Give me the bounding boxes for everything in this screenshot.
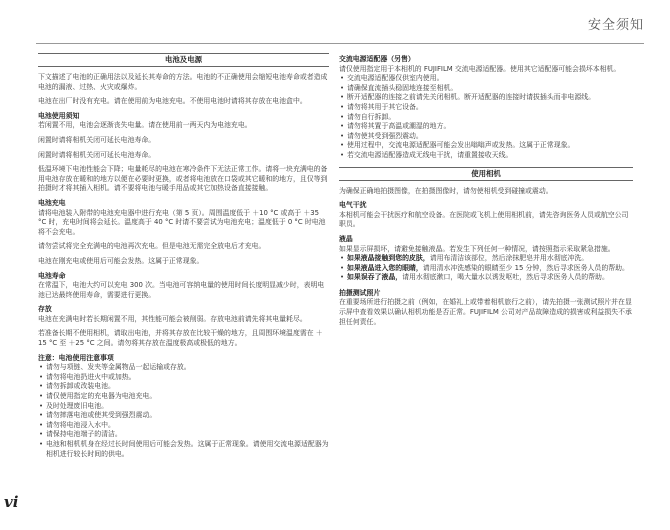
caution-list (38, 363, 329, 459)
header-rule (36, 43, 644, 44)
list-item: • 使用过程中，交流电源适配器可能会发出嗡嗡声或发热。这属于正常现象。 (339, 141, 633, 151)
list-item (339, 264, 633, 274)
list-item: • 请勿将电池扔进火中或加热。 (38, 373, 329, 383)
lcd-item-text: 请用布清洁该部位，然后涂抹肥皂并用水彻底冲洗。 (429, 254, 589, 263)
list-item: • 及时处理废旧电池。 (38, 402, 329, 412)
list-item (339, 254, 633, 264)
battery-notes-4: 低温环境下电池性能会下降；电量耗尽的电池在寒冷条件下无法正常工作。请将一块充满电的备用电池存放在暖和的地方以便在必要时更换，或者将电池放在口袋或其它暖和的地方，且仅等到拍摄时才将其插入相机。请不要将电池与暖手用品或其它加热设备直接接触。 (38, 165, 328, 193)
storage-2: 若准备长期不使用相机，请取出电池，并将其存放在比较干燥的地方，且周围环境温度需在 ＋15 °C 至 ＋25 °C 之间。请勿将其存放在温度极高或极低的地方。 (38, 329, 323, 348)
list-item: • 请仅使用指定的充电器为电池充电。 (38, 392, 329, 402)
list-item: • 请勿将其置于高温或潮湿的地方。 (339, 122, 633, 132)
charging-3: 电池在刚充电或使用后可能会发热。这属于正常现象。 (38, 256, 204, 265)
lcd-title: 液晶 (339, 234, 353, 243)
battery-notes-3: 闲置时请将相机关闭可延长电池寿命。 (38, 150, 156, 159)
storage-1: 电池在充满电时若长期闲置不用，其性能可能会被削弱。存放电池前请先将其电量耗尽。 (38, 314, 307, 323)
life-title: 电池寿命 (38, 271, 66, 280)
list-item: • 请勿使其受到强烈震动。 (339, 132, 633, 142)
page-number: vi (4, 493, 19, 511)
lcd-item-text: 请用水彻底漱口，喝大量水以诱发呕吐，然后寻求医务人员的帮助。 (402, 273, 609, 282)
left-column (38, 53, 329, 465)
list-item: • 请勿将电池浸入水中。 (38, 421, 329, 431)
list-item: • 交流电源适配器仅供室内使用。 (339, 74, 633, 84)
list-item: • 请勿将其用于其它设备。 (339, 103, 633, 113)
test-1: 在重要场所进行拍摄之前（例如，在婚礼上或带着相机旅行之前），请先拍摄一张测试照片并在显示屏中查看效果以确认相机功能是否正常。FUJIFILM 公司对产品故障造成的损害或利益损失不承担任何责任。 (339, 298, 632, 326)
header-title: 安全须知 (587, 18, 644, 33)
camera-1: 为确保正确地拍摄图像，在拍摄图像时，请勿使相机受到碰撞或震动。 (339, 186, 553, 195)
caution-title: 注意：电池使用注意事项 (38, 353, 114, 362)
list-item: • 请勿自行拆卸。 (339, 113, 633, 123)
battery-intro: 下文描述了电池的正确用法以及延长其寿命的方法。电池的不正确使用会缩短电池寿命或者造成电池的漏液、过热、火灾或爆炸。 (38, 73, 328, 91)
list-item: • 断开适配器的连接之前请先关闭相机。断开适配器的连接时请拔插头而非电源线。 (339, 93, 633, 103)
right-column (339, 53, 633, 332)
section-heading-camera: 使用相机 (339, 167, 633, 181)
lcd-list (339, 254, 633, 283)
lcd-item-lead: 如果误吞了液晶， (347, 273, 403, 282)
test-title: 拍摄测试照片 (339, 288, 381, 297)
battery-notes-2: 闲置时请将相机关闭可延长电池寿命。 (38, 135, 156, 144)
section-heading-battery: 电池及电源 (38, 53, 329, 67)
charging-2: 请勿尝试将完全充满电的电池再次充电。但是电池无需完全放电后才充电。 (38, 242, 266, 251)
interference-title: 电气干扰 (339, 201, 367, 210)
charging-1: 请将电池装入附带的电池充电器中进行充电（第 5 页）。周围温度低于 ＋10 °C 或高于 ＋35 °C 时，充电时间将会延长。温度高于 40 °C 时请不要尝试为电池充电；温度低于 0 °C 时电池将不会充电。 (38, 208, 326, 236)
ac-list (339, 74, 633, 160)
list-item: • 若交流电源适配器造成无线电干扰，请重置接收天线。 (339, 151, 633, 161)
lcd-item-lead: 如果液晶接触到您的皮肤， (347, 254, 430, 263)
list-item: • 请保持电池端子的清洁。 (38, 430, 329, 440)
lcd-item-lead: 如果液晶进入您的眼睛， (347, 263, 423, 272)
lcd-item-text: 请用清水冲洗感染的眼睛至少 15 分钟，然后寻求医务人员的帮助。 (422, 263, 629, 272)
interference-1: 本相机可能会干扰医疗和航空设备。在医院或飞机上使用相机前，请先咨询医务人员或航空公司职员。 (339, 210, 629, 229)
battery-intro-2: 电池在出厂时没有充电。请在使用前为电池充电。不使用电池时请将其存放在电池盒中。 (38, 97, 307, 106)
charging-title: 电池充电 (38, 198, 66, 207)
ac-title: 交流电源适配器（另售） (339, 55, 415, 63)
list-item (339, 273, 633, 283)
list-item: • 请勿摔落电池或使其受到强烈震动。 (38, 411, 329, 421)
ac-intro: 请仅使用指定用于本相机的 FUJIFILM 交流电源适配器。使用其它适配器可能会损坏本相机。 (339, 64, 621, 73)
list-item: • 请勿拆卸或改装电池。 (38, 382, 329, 392)
list-item: • 请确保直流插头稳固地连接至相机。 (339, 84, 633, 94)
battery-notes-title: 电池使用须知 (38, 111, 80, 120)
list-item: • 请勿与项链、发夹等金属物品一起运输或存放。 (38, 363, 329, 373)
life-1: 在常温下，电池大约可以充电 300 次。当电池可容纳电量的使用时间长度明显减少时，表明电池已达最终使用寿命，需要进行更换。 (38, 281, 325, 299)
battery-notes-1: 若闲置不用，电池会逐渐丧失电量。请在使用前一两天内为电池充电。 (38, 121, 252, 130)
storage-title: 存放 (38, 305, 52, 314)
lcd-1: 如果显示屏损坏，请避免接触液晶。若发生下列任何一种情况，请按照指示采取紧急措施。 (339, 244, 615, 253)
list-item: • 电池和相机机身在经过长时间使用后可能会发热。这属于正常现象。请使用交流电源适配器为相机进行较长时间的供电。 (38, 440, 329, 459)
